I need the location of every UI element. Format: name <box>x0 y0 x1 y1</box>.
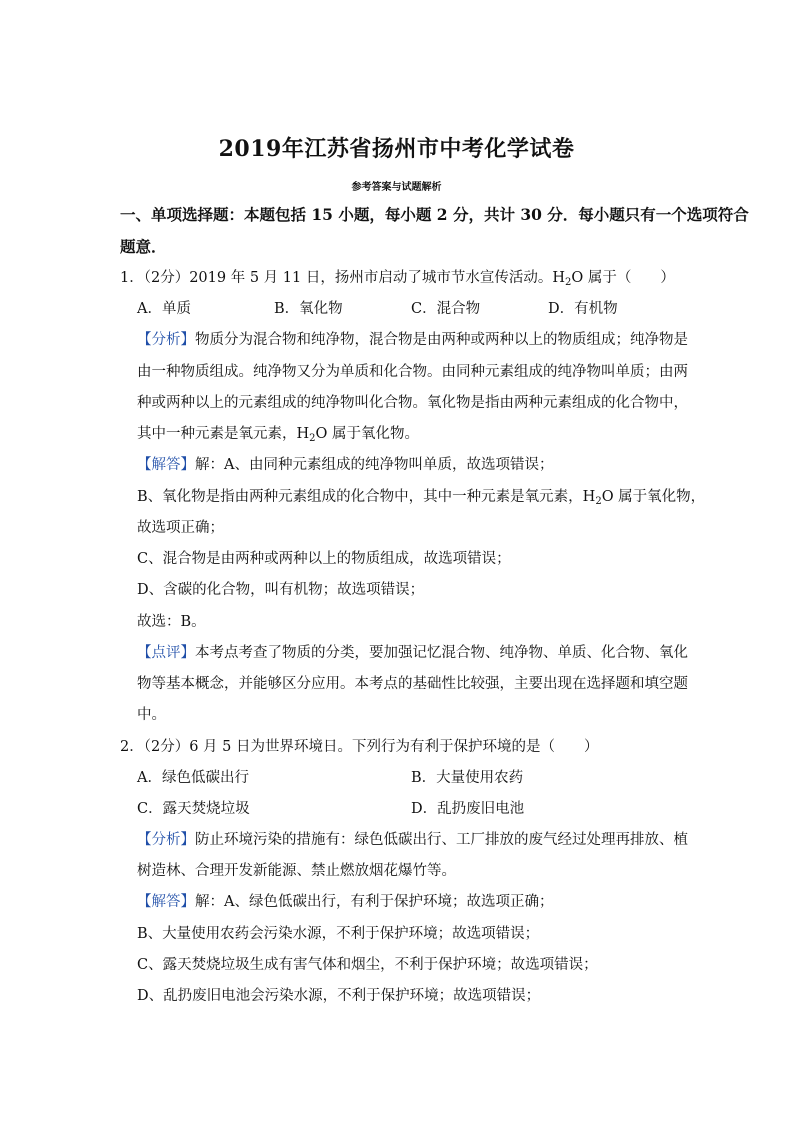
q2-analysis-line1: 【分析】防止环境污染的措施有：绿色低碳出行、工厂排放的废气经过处理再排放、植 <box>137 832 688 848</box>
q1-stem: 1．（2分）2019 年 5 月 11 日，扬州市启动了城市节水宣传活动。$H_2O$ 属于（ ） <box>120 270 675 288</box>
page-title: 2019年江苏省扬州市中考化学试卷 <box>218 136 575 162</box>
q1-comment-line3: 中。 <box>137 707 166 723</box>
q2-stem: 2．（2分）6 月 5 日为世界环境日。下列行为有利于保护环境的是（ ） <box>120 739 599 755</box>
q1-answer-line2: B、氧化物是指由两种元素组成的化合物中，其中一种元素是氧元素，$H_2O$ 属于氧化物， <box>137 489 706 507</box>
section-heading-line1: 一、单项选择题：本题包括 15 小题，每小题 2 分，共计 30 分．每小题只有一个选项符合 <box>120 205 749 224</box>
analysis-tag: 【分析】 <box>137 832 195 848</box>
q1-answer-line1: 【解答】解：A、由同种元素组成的纯净物叫单质，故选项错误； <box>137 457 554 473</box>
q1-answer-line4: C、混合物是由两种或两种以上的物质组成，故选项错误； <box>137 551 511 567</box>
q1-option-c: C．混合物 <box>411 301 481 317</box>
q2-answer-line4: D、乱扔废旧电池会污染水源，不利于保护环境；故选项错误； <box>137 988 541 1004</box>
section-heading-line2: 题意． <box>120 237 167 256</box>
q2-option-c: C．露天焚烧垃圾 <box>137 801 250 817</box>
q1-option-d: D．有机物 <box>548 301 618 317</box>
q1-answer-line3: 故选项正确； <box>137 520 224 536</box>
answer-tag: 【解答】 <box>137 457 195 473</box>
q1-answer-line6: 故选：B。 <box>137 614 206 630</box>
q1-option-b: B．氧化物 <box>274 301 343 317</box>
q1-analysis-line3: 种或两种以上的元素组成的纯净物叫化合物。氧化物是指由两种元素组成的化合物中， <box>137 395 688 411</box>
q1-answer-line5: D、含碳的化合物，叫有机物；故选项错误； <box>137 582 425 598</box>
q2-answer-line1: 【解答】解：A、绿色低碳出行，有利于保护环境；故选项正确； <box>137 894 554 910</box>
q2-option-b: B．大量使用农药 <box>411 770 524 786</box>
q2-analysis-line2: 树造林、合理开发新能源、禁止燃放烟花爆竹等。 <box>137 863 456 879</box>
q1-analysis-line4: 其中一种元素是氧元素，$H_2O$ 属于氧化物。 <box>137 426 420 444</box>
q1-comment-line1: 【点评】本考点考查了物质的分类，要加强记忆混合物、纯净物、单质、化合物、氧化 <box>137 645 688 661</box>
q1-comment-line2: 物等基本概念，并能够区分应用。本考点的基础性比较强，主要出现在选择题和填空题 <box>137 676 688 692</box>
q2-answer-line3: C、露天焚烧垃圾生成有害气体和烟尘，不利于保护环境；故选项错误； <box>137 957 598 973</box>
answer-tag: 【解答】 <box>137 894 195 910</box>
q2-option-d: D．乱扔废旧电池 <box>411 801 525 817</box>
analysis-tag: 【分析】 <box>137 332 195 348</box>
q1-analysis-line1: 【分析】物质分为混合物和纯净物，混合物是由两种或两种以上的物质组成；纯净物是 <box>137 332 688 348</box>
page-subtitle: 参考答案与试题解析 <box>351 182 442 193</box>
q2-answer-line2: B、大量使用农药会污染水源，不利于保护环境；故选项错误； <box>137 926 540 942</box>
q1-analysis-line2: 由一种物质组成。纯净物又分为单质和化合物。由同种元素组成的纯净物叫单质；由两 <box>137 364 688 380</box>
q2-option-a: A．绿色低碳出行 <box>137 770 249 786</box>
comment-tag: 【点评】 <box>137 645 195 661</box>
q1-option-a: A．单质 <box>137 301 191 317</box>
